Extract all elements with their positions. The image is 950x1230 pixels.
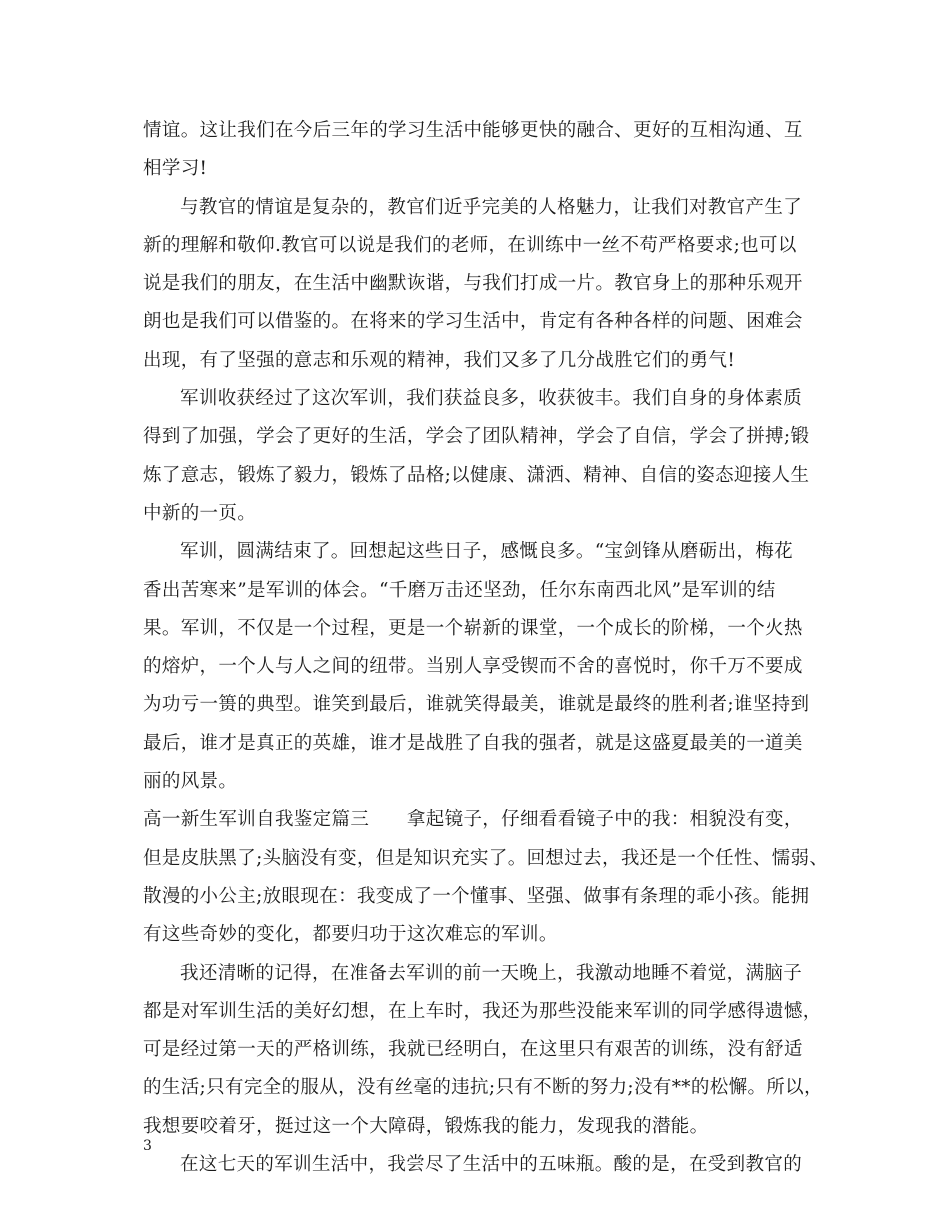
text-line: 为功亏一篑的典型。谁笑到最后，谁就笑得最美，谁就是最终的胜利者;谁坚持到 [143,694,810,716]
text-line: 丽的风景。 [143,771,238,793]
text-line: 中新的一页。 [143,502,257,524]
text-line: 散漫的小公主;放眼现在：我变成了一个懂事、坚强、做事有条理的乖小孩。能拥 [143,885,810,907]
text-line: 的熔炉，一个人与人之间的纽带。当别人享受锲而不舍的喜悦时，你千万不要成 [143,656,803,678]
text-line: 都是对军训生活的美好幻想，在上车时，我还为那些没能来军训的同学感得遗憾， [143,1000,822,1022]
text-line: 情谊。这让我们在今后三年的学习生活中能够更快的融合、更好的互相沟通、互 [143,120,803,141]
text-line: 朗也是我们可以借鉴的。在将来的学习生活中，肯定有各种各样的问题、困难会 [143,311,803,333]
document-body [143,112,829,1184]
text-line: 可是经过第一天的严格训练，我就已经明白，在这里只有艰苦的训练，没有舒适 [143,1039,803,1061]
text-line: 军训，圆满结束了。回想起这些日子，感慨良多。“宝剑锋从磨砺出，梅花 [180,541,794,563]
text-line: 军训收获经过了这次军训，我们获益良多，收获彼丰。我们自身的身体素质 [180,388,803,410]
text-line: 炼了意志，锻炼了毅力，锻炼了品格;以健康、潇洒、精神、自信的姿态迎接人生 [143,464,810,486]
text-line: 新的理解和敬仰.教官可以说是我们的老师，在训练中一丝不苟严格要求;也可以 [143,234,797,256]
text-line: 得到了加强，学会了更好的生活，学会了团队精神，学会了自信，学会了拼搏;锻 [143,426,810,448]
text-line: 果。军训，不仅是一个过程，更是一个崭新的课堂，一个成长的阶梯，一个火热 [143,617,803,639]
text-line: 高一新生军训自我鉴定篇三 拿起镜子，仔细看看镜子中的我：相貌没有变， [143,809,803,831]
text-line: 香出苦寒来”是军训的体会。“千磨万击还坚劲，任尔东南西北风”是军训的结 [143,579,776,601]
text-line: 有这些奇妙的变化，都要归功于这次难忘的军训。 [143,924,558,946]
text-line: 的生活;只有完全的服从，没有丝毫的违抗;只有不断的努力;没有**的松懈。所以， [143,1077,823,1099]
text-line: 出现，有了坚强的意志和乐观的精神，我们又多了几分战胜它们的勇气! [143,349,736,371]
text-line: 我还清晰的记得，在准备去军训的前一天晚上，我激动地睡不着觉，满脑子 [180,962,803,984]
text-line: 我想要咬着牙，挺过这一个大障碍，锻炼我的能力，发现我的潜能。 [143,1115,709,1137]
text-line: 在这七天的军训生活中，我尝尽了生活中的五味瓶。酸的是，在受到教官的 [180,1154,803,1176]
page-number: 3 [143,1138,152,1154]
text-line: 相学习! [143,158,208,180]
text-line: 与教官的情谊是复杂的，教官们近乎完美的人格魅力，让我们对教官产生了 [180,196,803,218]
text-line: 最后，谁才是真正的英雄，谁才是战胜了自我的强者，就是这盛夏最美的一道美 [143,732,803,754]
text-line: 但是皮肤黑了;头脑没有变，但是知识充实了。回想过去，我还是一个任性、懦弱、 [143,847,829,869]
text-line: 说是我们的朋友，在生活中幽默诙谐，与我们打成一片。教官身上的那种乐观开 [143,273,803,295]
